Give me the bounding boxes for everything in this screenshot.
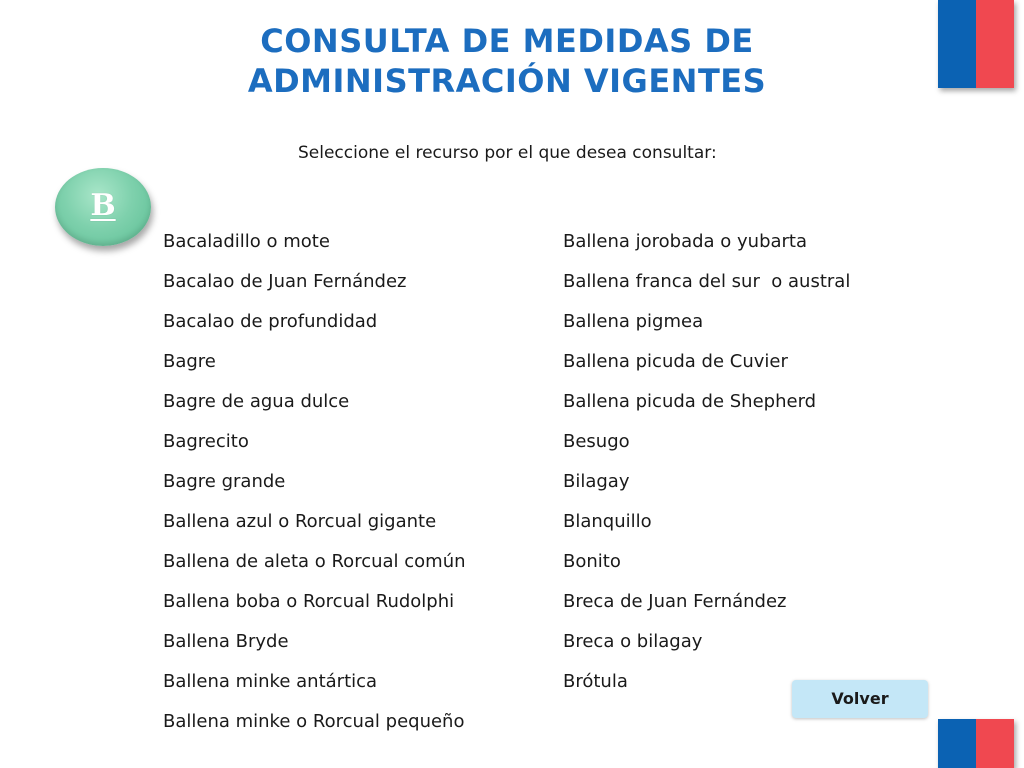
resource-link[interactable]: Bonito [563,551,621,572]
resource-link[interactable]: Bacalao de profundidad [163,311,378,332]
resource-link[interactable]: Ballena azul o Rorcual gigante [163,511,437,532]
resource-link[interactable]: Bagre de agua dulce [163,391,350,412]
page-title-line-2: ADMINISTRACIÓN VIGENTES [247,62,767,100]
flag-red-stripe [976,0,1014,88]
resource-link[interactable]: Bilagay [563,471,630,492]
letter-b-badge[interactable] [55,168,151,246]
resource-link[interactable]: Ballena Bryde [163,631,289,652]
flag-blue-stripe [938,719,976,768]
resource-link[interactable]: Bacalao de Juan Fernández [163,271,407,292]
resource-list-right [563,229,850,709]
resource-link[interactable]: Blanquillo [563,511,652,532]
page-title [200,21,814,101]
resource-link[interactable]: Ballena boba o Rorcual Rudolphi [163,591,455,612]
resource-link[interactable]: Bagre grande [163,471,286,492]
resource-link[interactable]: Besugo [563,431,630,452]
resource-link[interactable]: Ballena pigmea [563,311,704,332]
resource-link[interactable]: Ballena picuda de Cuvier [563,351,788,372]
resource-link[interactable]: Bacaladillo o mote [163,231,330,252]
chile-flag-bottom-icon [938,719,1014,768]
resource-link[interactable]: Ballena de aleta o Rorcual común [163,551,466,572]
back-button[interactable]: Volver [792,680,928,718]
flag-blue-stripe [938,0,976,88]
resource-link[interactable]: Ballena minke o Rorcual pequeño [163,711,465,732]
resource-link[interactable]: Bagre [163,351,216,372]
letter-badge-label: B [90,187,116,223]
resource-link[interactable]: Breca o bilagay [563,631,703,652]
resource-list-left [163,229,466,749]
resource-link[interactable]: Ballena minke antártica [163,671,378,692]
chile-flag-top-icon [938,0,1014,88]
instruction-text: Seleccione el recurso por el que desea consultar: [298,143,717,163]
resource-link[interactable]: Bagrecito [163,431,249,452]
resource-link[interactable]: Brótula [563,671,628,692]
resource-link[interactable]: Ballena picuda de Shepherd [563,391,817,412]
resource-link[interactable]: Ballena jorobada o yubarta [563,231,808,252]
resource-link[interactable]: Ballena franca del sur o austral [563,271,851,292]
resource-link[interactable]: Breca de Juan Fernández [563,591,787,612]
flag-red-stripe [976,719,1014,768]
page-title-line-1: CONSULTA DE MEDIDAS DE [260,22,754,60]
